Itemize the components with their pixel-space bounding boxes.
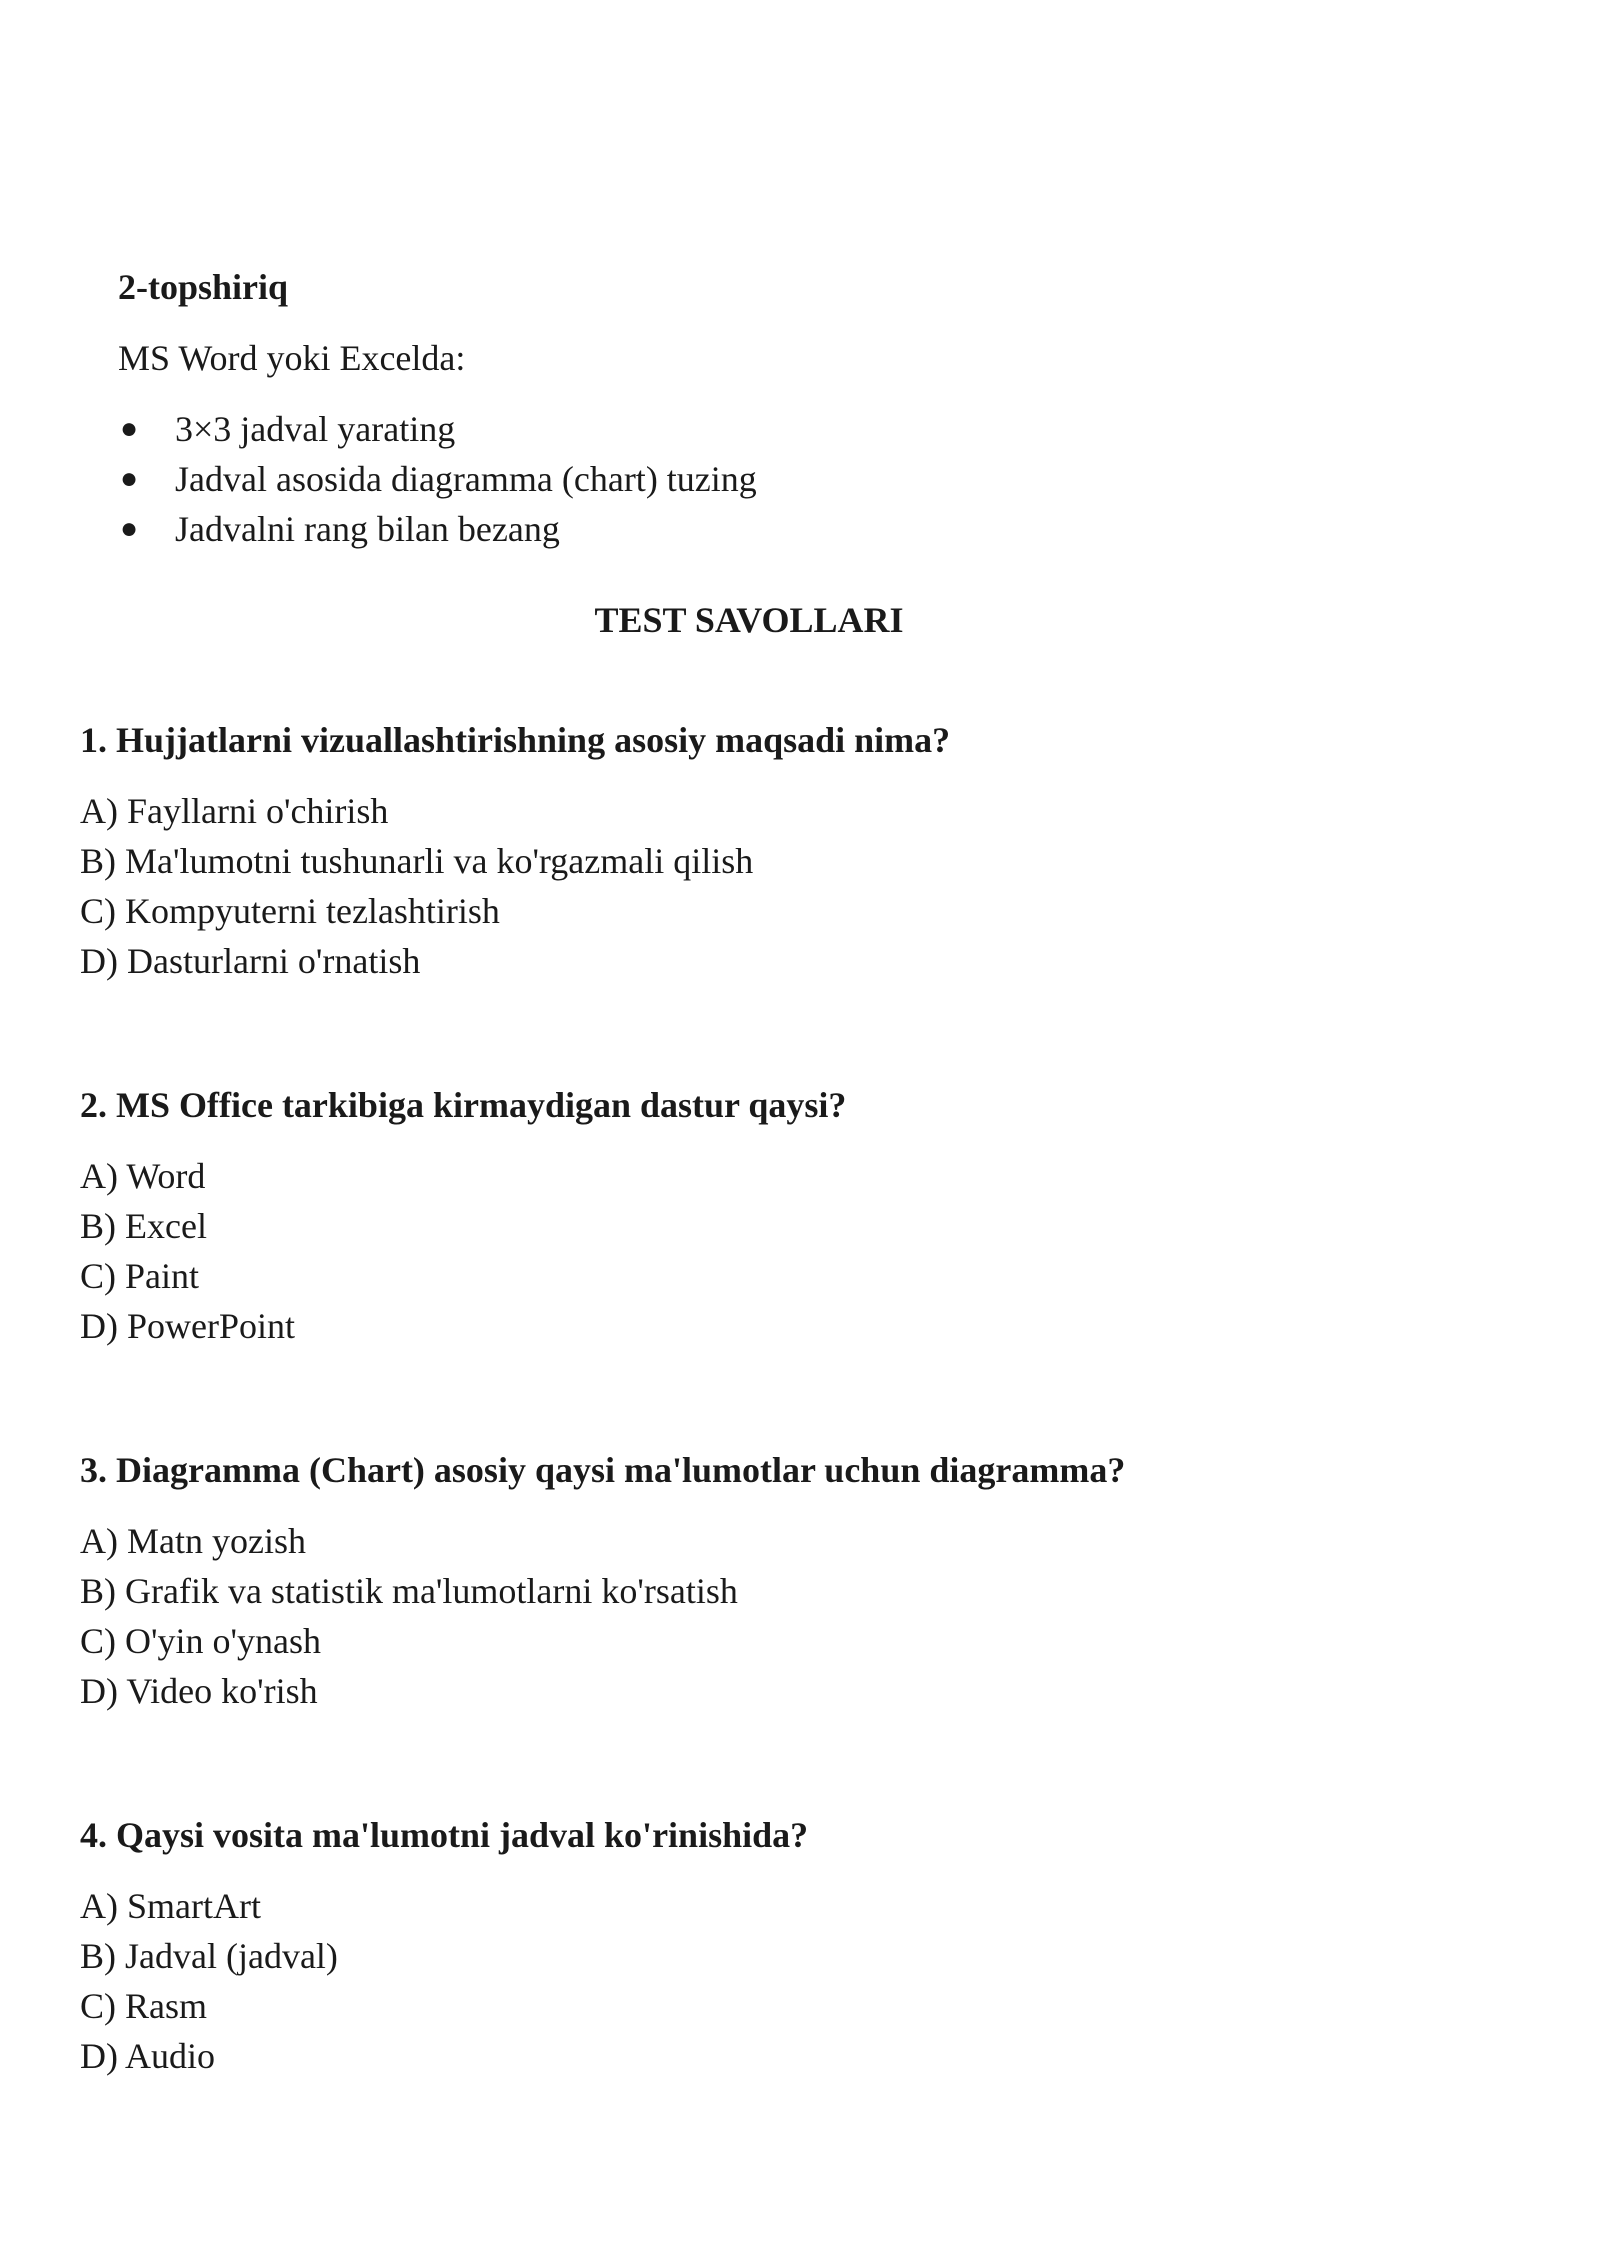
answer-option: D) Dasturlarni o'rnatish <box>80 941 421 981</box>
task-list-item <box>118 504 1418 554</box>
answer-option: A) SmartArt <box>80 1886 261 1926</box>
task-section <box>118 263 1418 554</box>
task-title: 2-topshiriq <box>118 267 289 307</box>
answer-option: B) Ma'lumotni tushunarli va ko'rgazmali qilish <box>80 841 754 881</box>
answer-option: C) O'yin o'ynash <box>80 1621 321 1661</box>
answer-option: B) Excel <box>80 1206 207 1246</box>
question-4 <box>80 1811 1530 2081</box>
task-item-text: Jadval asosida diagramma (chart) tuzing <box>175 459 757 499</box>
question-text: 2. MS Office tarkibiga kirmaydigan dastur qaysi? <box>80 1085 847 1125</box>
answer-options <box>80 1881 1530 2081</box>
answer-option: A) Word <box>80 1156 206 1196</box>
answer-option: C) Kompyuterni tezlashtirish <box>80 891 500 931</box>
bullet-icon: ● <box>120 512 139 545</box>
answer-option: D) Audio <box>80 2036 215 2076</box>
task-intro: MS Word yoki Excelda: <box>118 338 466 378</box>
answer-option: A) Fayllarni o'chirish <box>80 791 389 831</box>
answer-option: D) PowerPoint <box>80 1306 295 1346</box>
answer-option: B) Grafik va statistik ma'lumotlarni ko'rsatish <box>80 1571 738 1611</box>
question-2 <box>80 1081 1530 1351</box>
task-list-item <box>118 454 1418 504</box>
question-text: 4. Qaysi vosita ma'lumotni jadval ko'rinishida? <box>80 1815 809 1855</box>
answer-option: A) Matn yozish <box>80 1521 306 1561</box>
answer-option: B) Jadval (jadval) <box>80 1936 338 1976</box>
question-text: 3. Diagramma (Chart) asosiy qaysi ma'lumotlar uchun diagramma? <box>80 1450 1126 1490</box>
bullet-icon: ● <box>120 462 139 495</box>
task-item-text: Jadvalni rang bilan bezang <box>175 509 560 549</box>
answer-options <box>80 1516 1530 1716</box>
task-list-item <box>118 404 1418 454</box>
question-3 <box>80 1446 1530 1716</box>
answer-options <box>80 786 1530 986</box>
task-item-text: 3×3 jadval yarating <box>175 409 456 449</box>
answer-option: D) Video ko'rish <box>80 1671 318 1711</box>
test-heading: TEST SAVOLLARI <box>594 600 904 640</box>
question-1 <box>80 716 1530 986</box>
question-text: 1. Hujjatlarni vizuallashtirishning asosiy maqsadi nima? <box>80 720 951 760</box>
bullet-icon: ● <box>120 412 139 445</box>
answer-options <box>80 1151 1530 1351</box>
answer-option: C) Paint <box>80 1256 200 1296</box>
answer-option: C) Rasm <box>80 1986 208 2026</box>
task-list <box>118 404 1418 554</box>
